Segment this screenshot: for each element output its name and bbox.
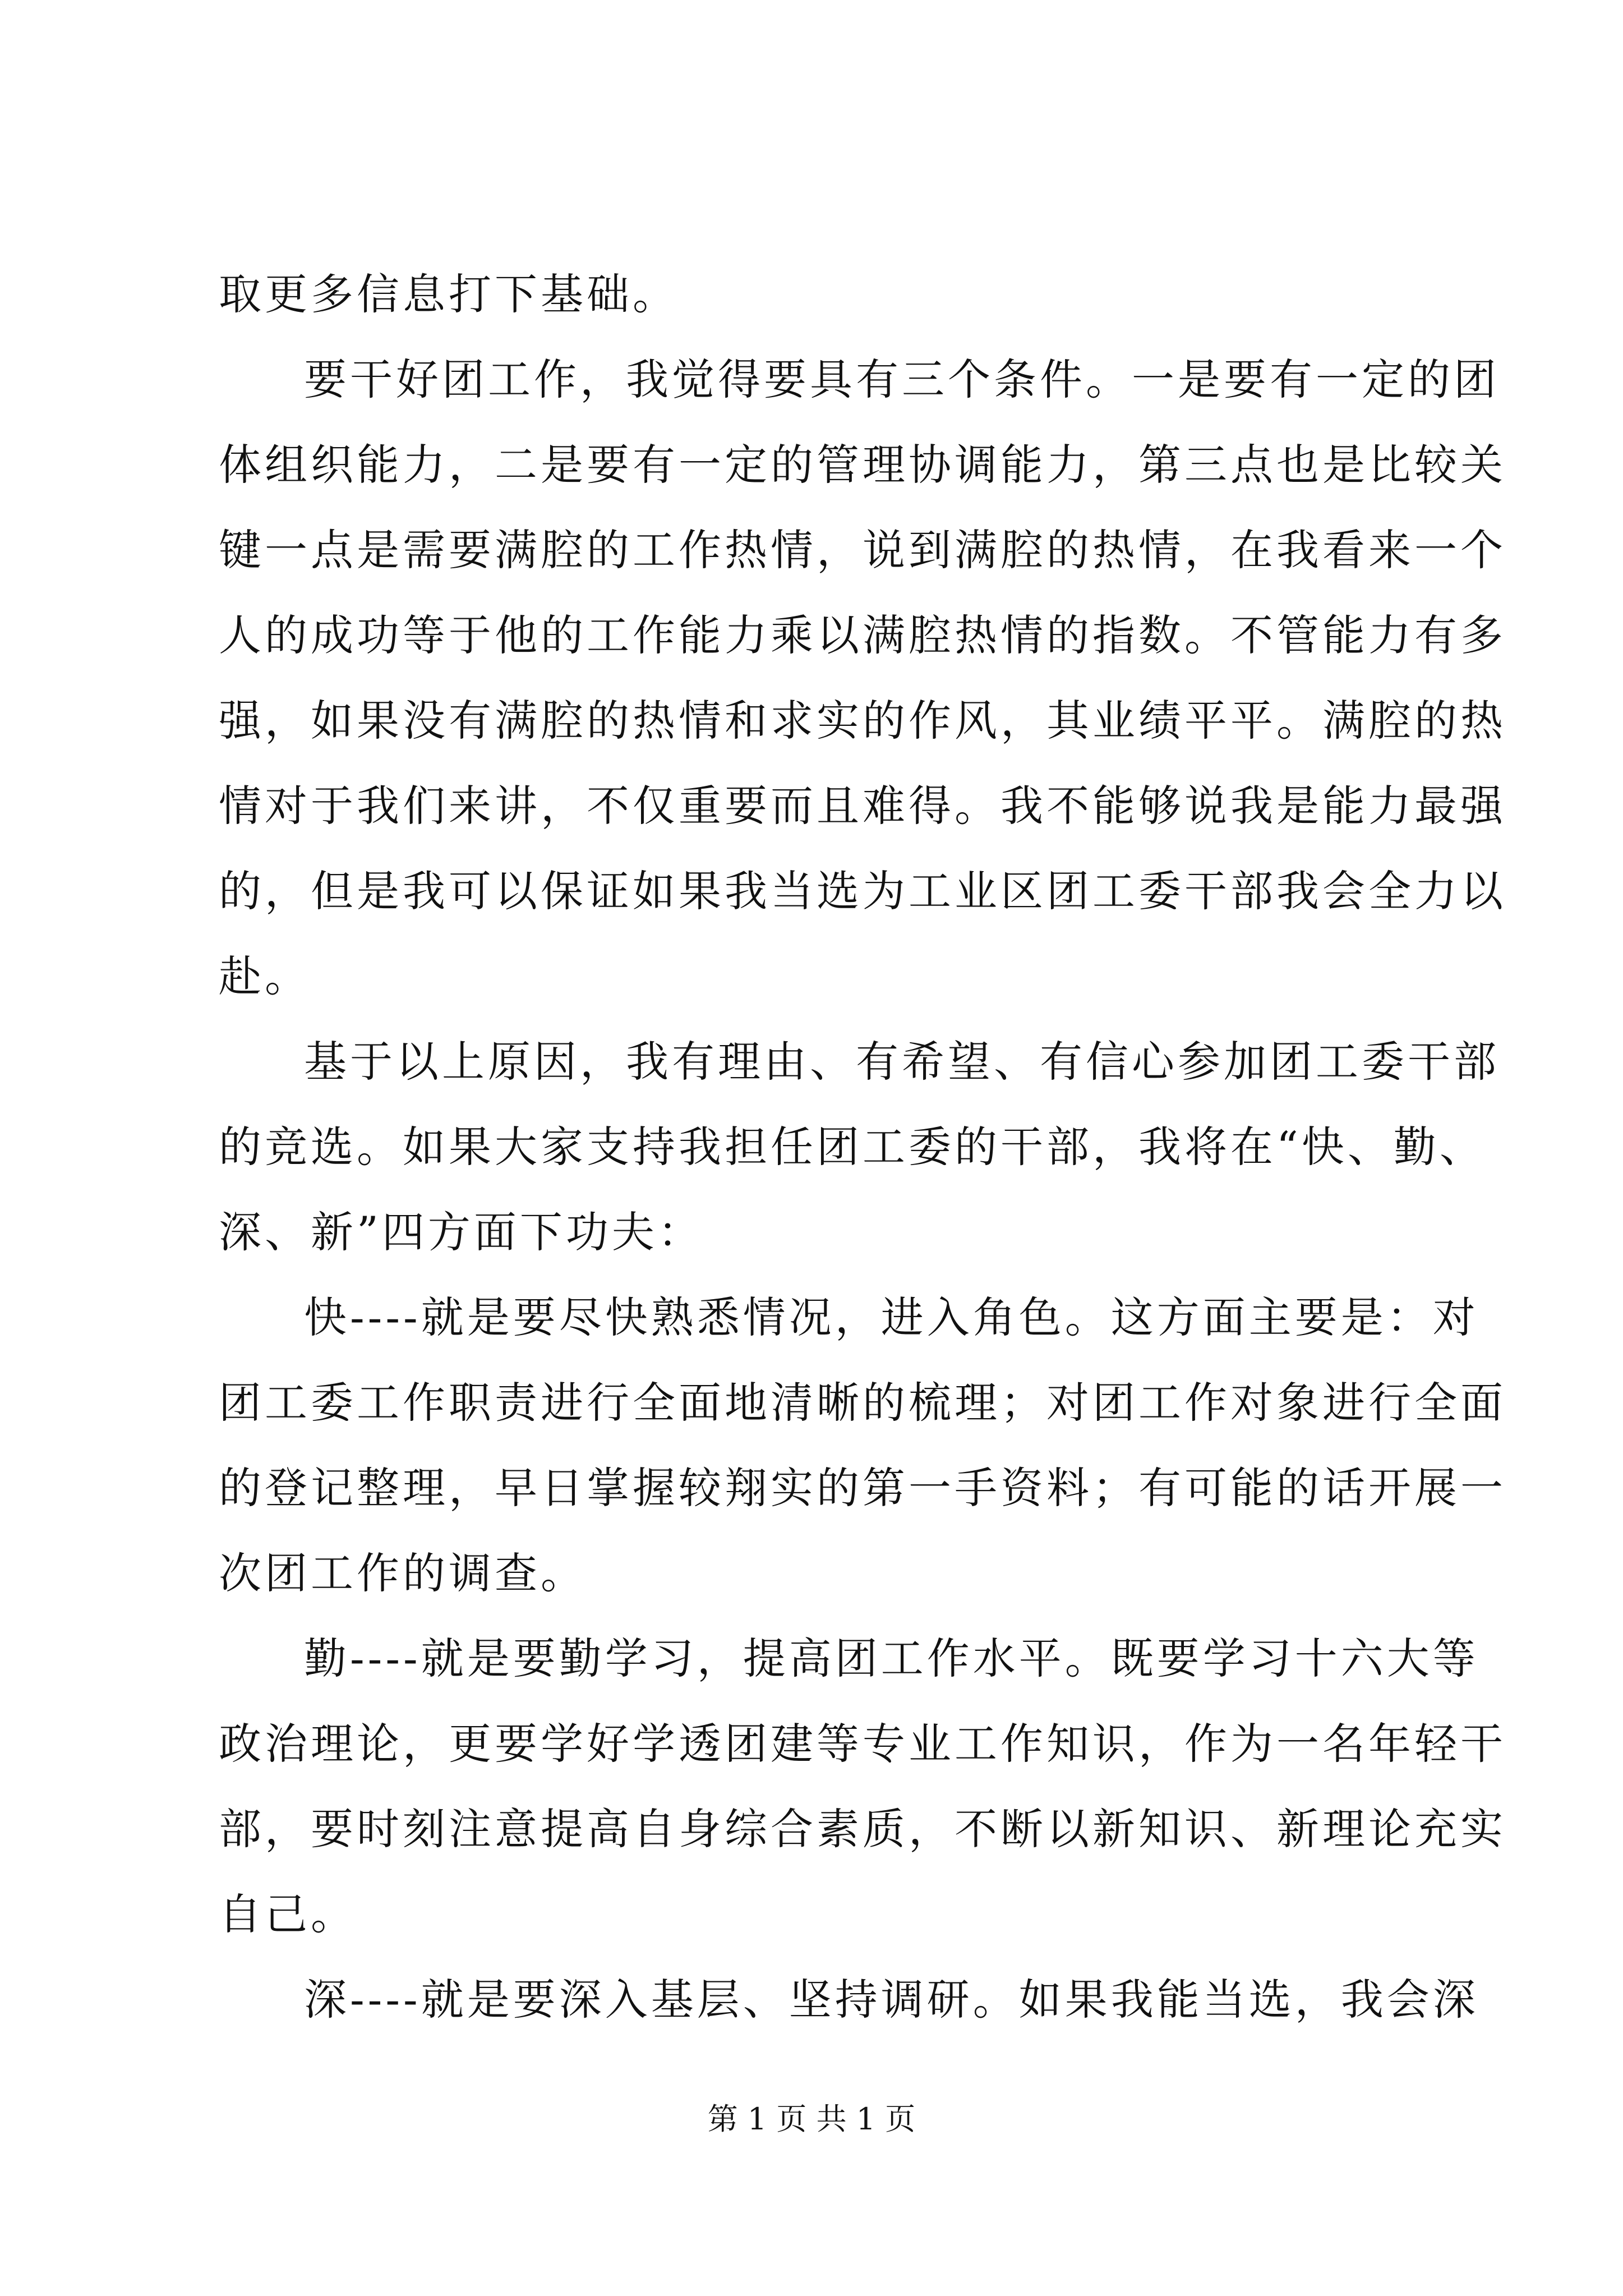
text-line: 自己。 [219,1889,357,1939]
text-line: 的竞选。如果大家支持我担任团工委的干部，我将在“快、勤、 [219,1122,1486,1172]
text-line: 政治理论，更要学好学透团建等专业工作知识，作为一名年轻干 [219,1719,1506,1769]
text-line: 强，如果没有满腔的热情和求实的作风，其业绩平平。满腔的热 [219,696,1506,746]
text-line: 键一点是需要满腔的工作热情，说到满腔的热情，在我看来一个 [219,525,1506,575]
text-line: 团工委工作职责进行全面地清晰的梳理；对团工作对象进行全面 [219,1378,1506,1428]
page-number-footer: 第 1 页 共 1 页 [707,2101,916,2137]
text-line: 的登记整理，早日掌握较翔实的第一手资料；有可能的话开展一 [219,1463,1506,1513]
text-line: 要干好团工作，我觉得要具有三个条件。一是要有一定的团 [304,355,1500,404]
text-line: 部，要时刻注意提高自身综合素质，不断以新知识、新理论充实 [219,1804,1506,1854]
text-line: 的，但是我可以保证如果我当选为工业区团工委干部我会全力以 [219,866,1506,916]
text-line: 基于以上原因，我有理由、有希望、有信心参加团工委干部 [304,1037,1500,1087]
text-line: 情对于我们来讲，不仅重要而且难得。我不能够说我是能力最强 [219,781,1506,831]
text-line: 深、新”四方面下功夫： [219,1207,704,1257]
text-line: 人的成功等于他的工作能力乘以满腔热情的指数。不管能力有多 [219,610,1506,660]
text-line: 赴。 [219,951,311,1001]
text-line: 取更多信息打下基础。 [219,269,679,319]
text-line: 体组织能力，二是要有一定的管理协调能力，第三点也是比较关 [219,440,1506,490]
text-line: 次团工作的调查。 [219,1548,587,1598]
text-line: 快----就是要尽快熟悉情况，进入角色。这方面主要是：对 [304,1292,1479,1342]
text-line: 勤----就是要勤学习，提高团工作水平。既要学习十六大等 [304,1634,1479,1683]
text-line: 深----就是要深入基层、坚持调研。如果我能当选，我会深 [304,1975,1479,2024]
